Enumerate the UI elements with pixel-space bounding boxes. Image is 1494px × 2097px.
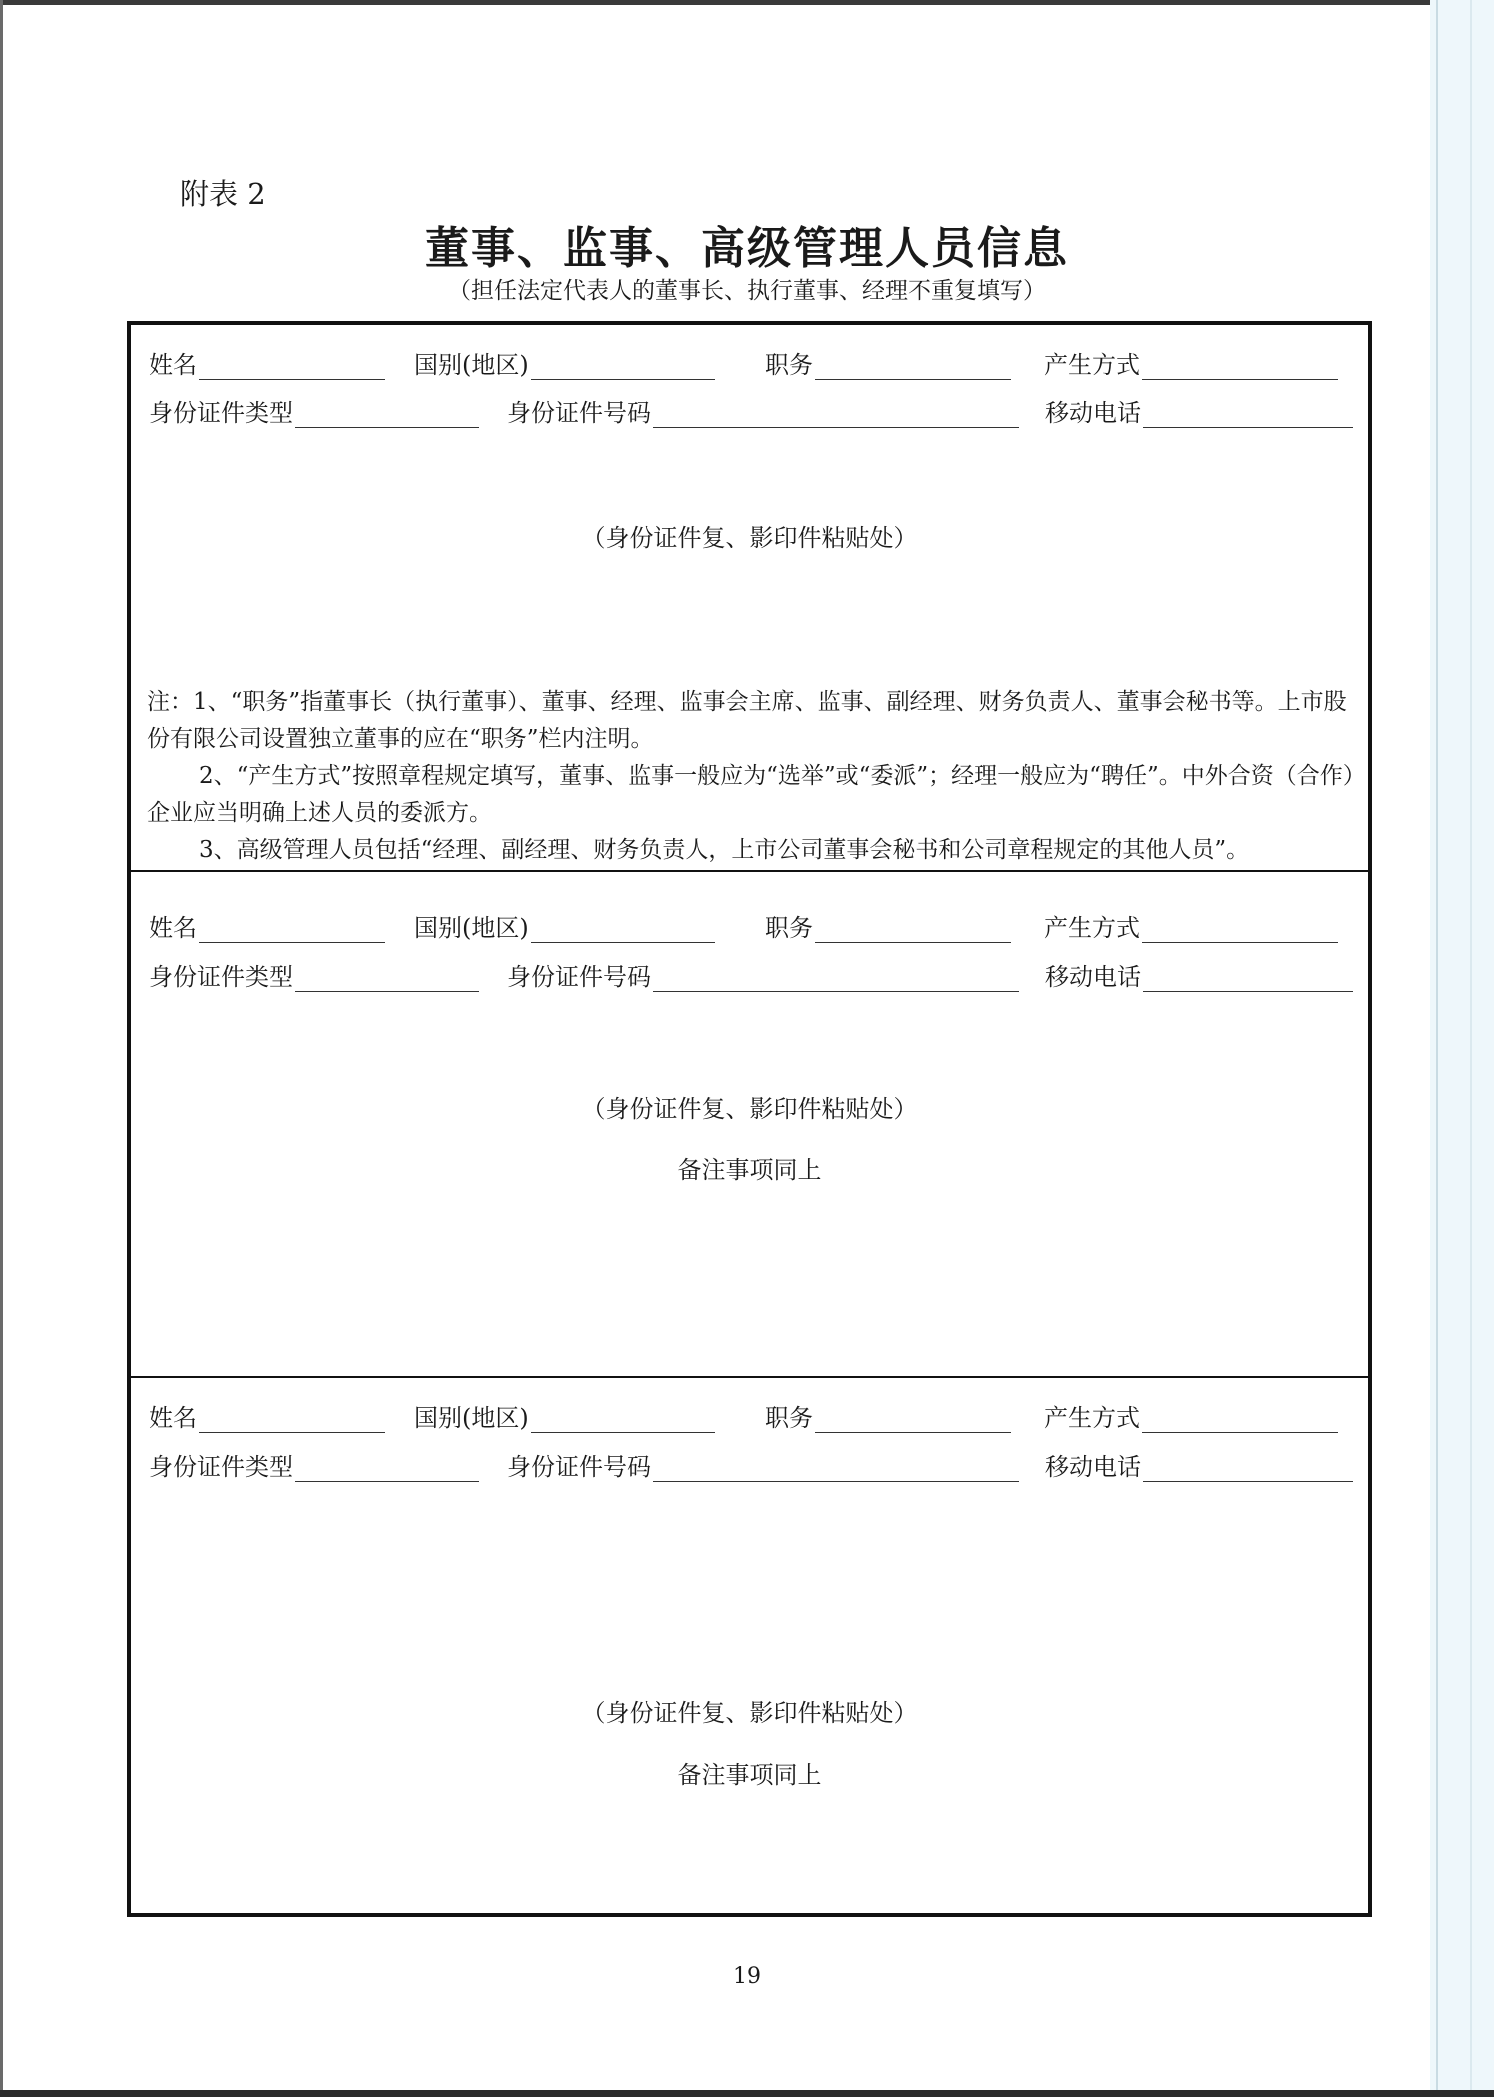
nationality-field[interactable] xyxy=(414,1398,715,1433)
mobile-label: 移动电话 xyxy=(1045,399,1141,427)
appointment-method-field[interactable] xyxy=(1044,908,1338,943)
id-number-label: 身份证件号码 xyxy=(507,963,651,991)
nationality-field[interactable] xyxy=(414,345,715,380)
id-number-label: 身份证件号码 xyxy=(507,399,651,427)
position-label: 职务 xyxy=(765,914,813,942)
mobile-field[interactable] xyxy=(1045,957,1353,992)
id-type-blank[interactable] xyxy=(295,1455,479,1482)
nationality-blank[interactable] xyxy=(531,353,715,380)
remark-same-as-above: 备注事项同上 xyxy=(677,1156,822,1184)
mobile-field[interactable] xyxy=(1045,1447,1353,1482)
name-blank[interactable] xyxy=(199,353,385,380)
note-3: 3、高级管理人员包括“经理、副经理、财务负责人，上市公司董事会秘书和公司章程规定的其他人员”。 xyxy=(199,837,1250,863)
page-title: 董事、监事、高级管理人员信息 xyxy=(425,223,1069,274)
mobile-label: 移动电话 xyxy=(1045,963,1141,991)
name-label: 姓名 xyxy=(149,351,197,379)
id-number-field[interactable] xyxy=(507,957,1019,992)
note-2: 2、“产生方式”按照章程规定填写，董事、监事一般应为“选举”或“委派”；经理一般应为“聘任”。中外合资（合作）企业应当明确上述人员的委派方。 xyxy=(147,763,1355,826)
nationality-label: 国别(地区) xyxy=(414,351,529,379)
remark-same-as-above: 备注事项同上 xyxy=(677,1761,822,1789)
id-copy-paste-area: （身份证件复、影印件粘贴处） xyxy=(581,1095,918,1123)
appointment-method-field[interactable] xyxy=(1044,1398,1338,1433)
id-number-label: 身份证件号码 xyxy=(507,1453,651,1481)
name-field[interactable] xyxy=(149,908,385,943)
nationality-blank[interactable] xyxy=(531,916,715,943)
appointment-method-label: 产生方式 xyxy=(1044,1404,1140,1432)
appointment-method-label: 产生方式 xyxy=(1044,351,1140,379)
nationality-blank[interactable] xyxy=(531,1406,715,1433)
position-field[interactable] xyxy=(765,908,1011,943)
section-divider-1 xyxy=(131,870,1368,872)
position-blank[interactable] xyxy=(815,353,1011,380)
id-number-field[interactable] xyxy=(507,393,1019,428)
appointment-method-blank[interactable] xyxy=(1142,1406,1338,1433)
appointment-method-blank[interactable] xyxy=(1142,353,1338,380)
scan-edge-left xyxy=(0,0,3,2097)
position-blank[interactable] xyxy=(815,1406,1011,1433)
id-number-field[interactable] xyxy=(507,1447,1019,1482)
nationality-label: 国别(地区) xyxy=(414,914,529,942)
personnel-info-form xyxy=(127,321,1372,1917)
position-label: 职务 xyxy=(765,351,813,379)
form-notes xyxy=(147,684,1357,869)
mobile-blank[interactable] xyxy=(1143,1455,1353,1482)
page-number: 19 xyxy=(733,1964,761,1989)
scan-edge-right-line xyxy=(1436,0,1438,2090)
position-blank[interactable] xyxy=(815,916,1011,943)
position-field[interactable] xyxy=(765,1398,1011,1433)
id-type-label: 身份证件类型 xyxy=(149,963,293,991)
nationality-field[interactable] xyxy=(414,908,715,943)
scan-edge-top xyxy=(0,0,1494,5)
name-blank[interactable] xyxy=(199,916,385,943)
note-1: 注：1、“职务”指董事长（执行董事）、董事、经理、监事会主席、监事、副经理、财务负责人、董事会秘书等。上市股份有限公司设置独立董事的应在“职务”栏内注明。 xyxy=(147,689,1347,752)
mobile-label: 移动电话 xyxy=(1045,1453,1141,1481)
mobile-blank[interactable] xyxy=(1143,401,1353,428)
scan-edge-bottom xyxy=(0,2090,1494,2097)
appointment-method-blank[interactable] xyxy=(1142,916,1338,943)
name-blank[interactable] xyxy=(199,1406,385,1433)
position-field[interactable] xyxy=(765,345,1011,380)
scan-edge-right-line-2 xyxy=(1470,0,1472,2090)
id-number-blank[interactable] xyxy=(653,1455,1019,1482)
id-type-blank[interactable] xyxy=(295,401,479,428)
id-copy-paste-area: （身份证件复、影印件粘贴处） xyxy=(581,524,918,552)
appointment-method-label: 产生方式 xyxy=(1044,914,1140,942)
section-divider-2 xyxy=(131,1376,1368,1378)
id-type-field[interactable] xyxy=(149,393,479,428)
mobile-blank[interactable] xyxy=(1143,965,1353,992)
id-type-field[interactable] xyxy=(149,957,479,992)
name-label: 姓名 xyxy=(149,1404,197,1432)
appointment-method-field[interactable] xyxy=(1044,345,1338,380)
scan-edge-right xyxy=(1430,0,1494,2090)
id-type-field[interactable] xyxy=(149,1447,479,1482)
name-field[interactable] xyxy=(149,1398,385,1433)
page-subtitle: （担任法定代表人的董事长、执行董事、经理不重复填写） xyxy=(448,278,1046,304)
name-field[interactable] xyxy=(149,345,385,380)
id-type-label: 身份证件类型 xyxy=(149,1453,293,1481)
appendix-label: 附表 2 xyxy=(180,177,266,211)
nationality-label: 国别(地区) xyxy=(414,1404,529,1432)
id-number-blank[interactable] xyxy=(653,965,1019,992)
id-copy-paste-area: （身份证件复、影印件粘贴处） xyxy=(581,1699,918,1727)
id-number-blank[interactable] xyxy=(653,401,1019,428)
id-type-blank[interactable] xyxy=(295,965,479,992)
mobile-field[interactable] xyxy=(1045,393,1353,428)
position-label: 职务 xyxy=(765,1404,813,1432)
id-type-label: 身份证件类型 xyxy=(149,399,293,427)
name-label: 姓名 xyxy=(149,914,197,942)
